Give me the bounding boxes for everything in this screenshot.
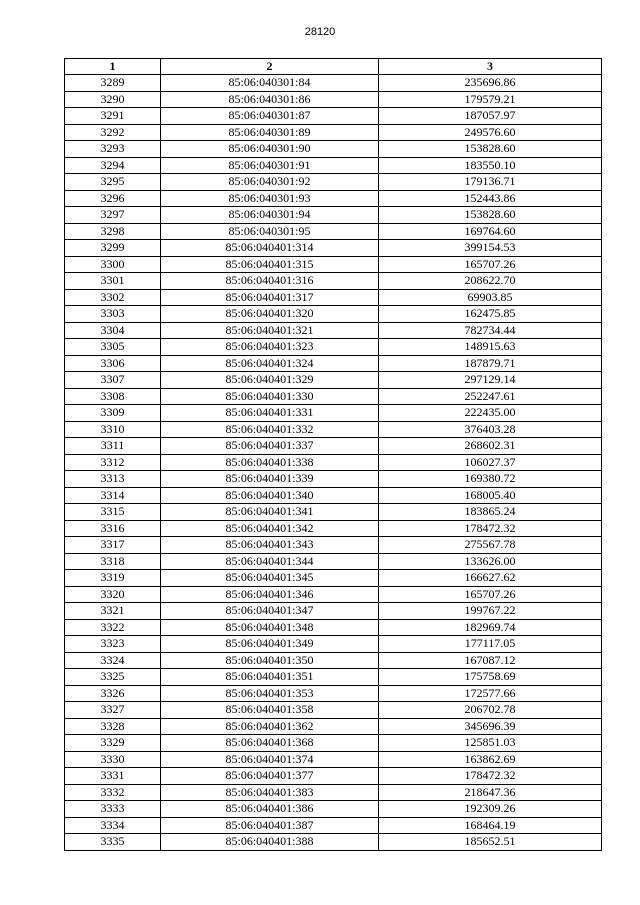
table-row: [65, 223, 602, 240]
table-body: [65, 75, 602, 851]
table-row: [65, 355, 602, 372]
row-number-cell: 3314: [65, 487, 161, 504]
cadastral-number-cell: 85:06:040401:362: [161, 718, 379, 735]
table-row: [65, 388, 602, 405]
row-number-cell: 3335: [65, 834, 161, 851]
table-row: [65, 817, 602, 834]
value-cell: 182969.74: [379, 619, 602, 636]
table-row: [65, 438, 602, 455]
row-number-cell: 3299: [65, 240, 161, 257]
value-cell: 192309.26: [379, 801, 602, 818]
table-row: [65, 603, 602, 620]
row-number-cell: 3332: [65, 784, 161, 801]
column-header-1: 1: [65, 59, 161, 75]
value-cell: 153828.60: [379, 141, 602, 158]
row-number-cell: 3307: [65, 372, 161, 389]
value-cell: 399154.53: [379, 240, 602, 257]
row-number-cell: 3327: [65, 702, 161, 719]
value-cell: 345696.39: [379, 718, 602, 735]
cadastral-number-cell: 85:06:040401:350: [161, 652, 379, 669]
table-row: [65, 504, 602, 521]
cadastral-number-cell: 85:06:040401:314: [161, 240, 379, 257]
cadastral-number-cell: 85:06:040401:315: [161, 256, 379, 273]
column-header-2: 2: [161, 59, 379, 75]
table-row: [65, 141, 602, 158]
row-number-cell: 3324: [65, 652, 161, 669]
value-cell: 222435.00: [379, 405, 602, 422]
row-number-cell: 3315: [65, 504, 161, 521]
cadastral-number-cell: 85:06:040401:320: [161, 306, 379, 323]
page-number: 28120: [304, 26, 336, 38]
cadastral-number-cell: 85:06:040301:95: [161, 223, 379, 240]
table-row: [65, 289, 602, 306]
table-row: [65, 586, 602, 603]
value-cell: 168005.40: [379, 487, 602, 504]
cadastral-number-cell: 85:06:040401:317: [161, 289, 379, 306]
table-row: [65, 405, 602, 422]
row-number-cell: 3317: [65, 537, 161, 554]
table-row: [65, 636, 602, 653]
table-row: [65, 652, 602, 669]
value-cell: 106027.37: [379, 454, 602, 471]
row-number-cell: 3311: [65, 438, 161, 455]
row-number-cell: 3303: [65, 306, 161, 323]
table-row: [65, 207, 602, 224]
value-cell: 235696.86: [379, 75, 602, 92]
row-number-cell: 3326: [65, 685, 161, 702]
cadastral-number-cell: 85:06:040401:332: [161, 421, 379, 438]
value-cell: 162475.85: [379, 306, 602, 323]
cadastral-number-cell: 85:06:040401:338: [161, 454, 379, 471]
table-row: [65, 108, 602, 125]
value-cell: 169764.60: [379, 223, 602, 240]
row-number-cell: 3305: [65, 339, 161, 356]
row-number-cell: 3318: [65, 553, 161, 570]
value-cell: 165707.26: [379, 256, 602, 273]
table-row: [65, 619, 602, 636]
row-number-cell: 3306: [65, 355, 161, 372]
table-row: [65, 339, 602, 356]
table-row: [65, 372, 602, 389]
row-number-cell: 3331: [65, 768, 161, 785]
value-cell: 782734.44: [379, 322, 602, 339]
row-number-cell: 3319: [65, 570, 161, 587]
row-number-cell: 3304: [65, 322, 161, 339]
table-row: [65, 124, 602, 141]
table-row: [65, 570, 602, 587]
column-header-3: 3: [379, 59, 602, 75]
row-number-cell: 3323: [65, 636, 161, 653]
row-number-cell: 3309: [65, 405, 161, 422]
table-row: [65, 669, 602, 686]
table-row: [65, 273, 602, 290]
cadastral-number-cell: 85:06:040401:343: [161, 537, 379, 554]
value-cell: 218647.36: [379, 784, 602, 801]
cadastral-number-cell: 85:06:040401:358: [161, 702, 379, 719]
cadastral-number-cell: 85:06:040401:345: [161, 570, 379, 587]
value-cell: 183865.24: [379, 504, 602, 521]
cadastral-number-cell: 85:06:040401:386: [161, 801, 379, 818]
value-cell: 175758.69: [379, 669, 602, 686]
table-row: [65, 487, 602, 504]
value-cell: 178472.32: [379, 768, 602, 785]
cadastral-number-cell: 85:06:040401:374: [161, 751, 379, 768]
table-row: [65, 91, 602, 108]
cadastral-number-cell: 85:06:040401:347: [161, 603, 379, 620]
row-number-cell: 3292: [65, 124, 161, 141]
row-number-cell: 3333: [65, 801, 161, 818]
row-number-cell: 3330: [65, 751, 161, 768]
row-number-cell: 3313: [65, 471, 161, 488]
row-number-cell: 3300: [65, 256, 161, 273]
value-cell: 125851.03: [379, 735, 602, 752]
table-row: [65, 834, 602, 851]
table-row: [65, 322, 602, 339]
row-number-cell: 3320: [65, 586, 161, 603]
table-row: [65, 718, 602, 735]
table-row: [65, 553, 602, 570]
row-number-cell: 3297: [65, 207, 161, 224]
cadastral-number-cell: 85:06:040301:94: [161, 207, 379, 224]
value-cell: 252247.61: [379, 388, 602, 405]
row-number-cell: 3289: [65, 75, 161, 92]
value-cell: 376403.28: [379, 421, 602, 438]
row-number-cell: 3294: [65, 157, 161, 174]
registry-table: [64, 58, 602, 851]
value-cell: 187057.97: [379, 108, 602, 125]
row-number-cell: 3325: [65, 669, 161, 686]
table-row: [65, 735, 602, 752]
value-cell: 297129.14: [379, 372, 602, 389]
row-number-cell: 3290: [65, 91, 161, 108]
table-row: [65, 190, 602, 207]
cadastral-number-cell: 85:06:040401:330: [161, 388, 379, 405]
table-row: [65, 702, 602, 719]
cadastral-number-cell: 85:06:040301:91: [161, 157, 379, 174]
value-cell: 169380.72: [379, 471, 602, 488]
table-row: [65, 801, 602, 818]
table-row: [65, 256, 602, 273]
table-row: [65, 768, 602, 785]
value-cell: 275567.78: [379, 537, 602, 554]
cadastral-number-cell: 85:06:040401:340: [161, 487, 379, 504]
row-number-cell: 3298: [65, 223, 161, 240]
cadastral-number-cell: 85:06:040401:368: [161, 735, 379, 752]
cadastral-number-cell: 85:06:040401:329: [161, 372, 379, 389]
cadastral-number-cell: 85:06:040401:316: [161, 273, 379, 290]
row-number-cell: 3296: [65, 190, 161, 207]
table-row: [65, 240, 602, 257]
cadastral-number-cell: 85:06:040401:337: [161, 438, 379, 455]
value-cell: 178472.32: [379, 520, 602, 537]
value-cell: 249576.60: [379, 124, 602, 141]
cadastral-number-cell: 85:06:040401:341: [161, 504, 379, 521]
cadastral-number-cell: 85:06:040301:93: [161, 190, 379, 207]
row-number-cell: 3312: [65, 454, 161, 471]
row-number-cell: 3301: [65, 273, 161, 290]
cadastral-number-cell: 85:06:040301:90: [161, 141, 379, 158]
table-row: [65, 421, 602, 438]
cadastral-number-cell: 85:06:040401:344: [161, 553, 379, 570]
cadastral-number-cell: 85:06:040401:377: [161, 768, 379, 785]
row-number-cell: 3295: [65, 174, 161, 191]
row-number-cell: 3334: [65, 817, 161, 834]
table-row: [65, 454, 602, 471]
table-row: [65, 784, 602, 801]
cadastral-number-cell: 85:06:040301:84: [161, 75, 379, 92]
table-row: [65, 520, 602, 537]
value-cell: 166627.62: [379, 570, 602, 587]
table-header-row: [65, 59, 602, 75]
row-number-cell: 3316: [65, 520, 161, 537]
value-cell: 199767.22: [379, 603, 602, 620]
cadastral-number-cell: 85:06:040301:89: [161, 124, 379, 141]
row-number-cell: 3321: [65, 603, 161, 620]
row-number-cell: 3310: [65, 421, 161, 438]
value-cell: 208622.70: [379, 273, 602, 290]
cadastral-number-cell: 85:06:040401:353: [161, 685, 379, 702]
value-cell: 165707.26: [379, 586, 602, 603]
row-number-cell: 3302: [65, 289, 161, 306]
value-cell: 185652.51: [379, 834, 602, 851]
cadastral-number-cell: 85:06:040401:388: [161, 834, 379, 851]
row-number-cell: 3308: [65, 388, 161, 405]
table-row: [65, 537, 602, 554]
row-number-cell: 3291: [65, 108, 161, 125]
table-row: [65, 174, 602, 191]
cadastral-number-cell: 85:06:040401:349: [161, 636, 379, 653]
value-cell: 148915.63: [379, 339, 602, 356]
value-cell: 187879.71: [379, 355, 602, 372]
cadastral-number-cell: 85:06:040401:383: [161, 784, 379, 801]
cadastral-number-cell: 85:06:040301:87: [161, 108, 379, 125]
value-cell: 69903.85: [379, 289, 602, 306]
value-cell: 268602.31: [379, 438, 602, 455]
cadastral-number-cell: 85:06:040401:342: [161, 520, 379, 537]
cadastral-number-cell: 85:06:040401:351: [161, 669, 379, 686]
value-cell: 206702.78: [379, 702, 602, 719]
cadastral-number-cell: 85:06:040401:346: [161, 586, 379, 603]
value-cell: 183550.10: [379, 157, 602, 174]
cadastral-number-cell: 85:06:040301:86: [161, 91, 379, 108]
cadastral-number-cell: 85:06:040401:348: [161, 619, 379, 636]
value-cell: 133626.00: [379, 553, 602, 570]
value-cell: 179136.71: [379, 174, 602, 191]
cadastral-number-cell: 85:06:040401:324: [161, 355, 379, 372]
table-row: [65, 471, 602, 488]
table-row: [65, 157, 602, 174]
cadastral-number-cell: 85:06:040401:323: [161, 339, 379, 356]
cadastral-number-cell: 85:06:040401:339: [161, 471, 379, 488]
table-row: [65, 75, 602, 92]
value-cell: 163862.69: [379, 751, 602, 768]
table-row: [65, 306, 602, 323]
table-row: [65, 685, 602, 702]
value-cell: 168464.19: [379, 817, 602, 834]
row-number-cell: 3293: [65, 141, 161, 158]
value-cell: 153828.60: [379, 207, 602, 224]
cadastral-number-cell: 85:06:040401:387: [161, 817, 379, 834]
value-cell: 167087.12: [379, 652, 602, 669]
row-number-cell: 3328: [65, 718, 161, 735]
row-number-cell: 3329: [65, 735, 161, 752]
cadastral-number-cell: 85:06:040401:331: [161, 405, 379, 422]
value-cell: 177117.05: [379, 636, 602, 653]
cadastral-number-cell: 85:06:040401:321: [161, 322, 379, 339]
value-cell: 172577.66: [379, 685, 602, 702]
table-row: [65, 751, 602, 768]
cadastral-number-cell: 85:06:040301:92: [161, 174, 379, 191]
value-cell: 179579.21: [379, 91, 602, 108]
value-cell: 152443.86: [379, 190, 602, 207]
row-number-cell: 3322: [65, 619, 161, 636]
